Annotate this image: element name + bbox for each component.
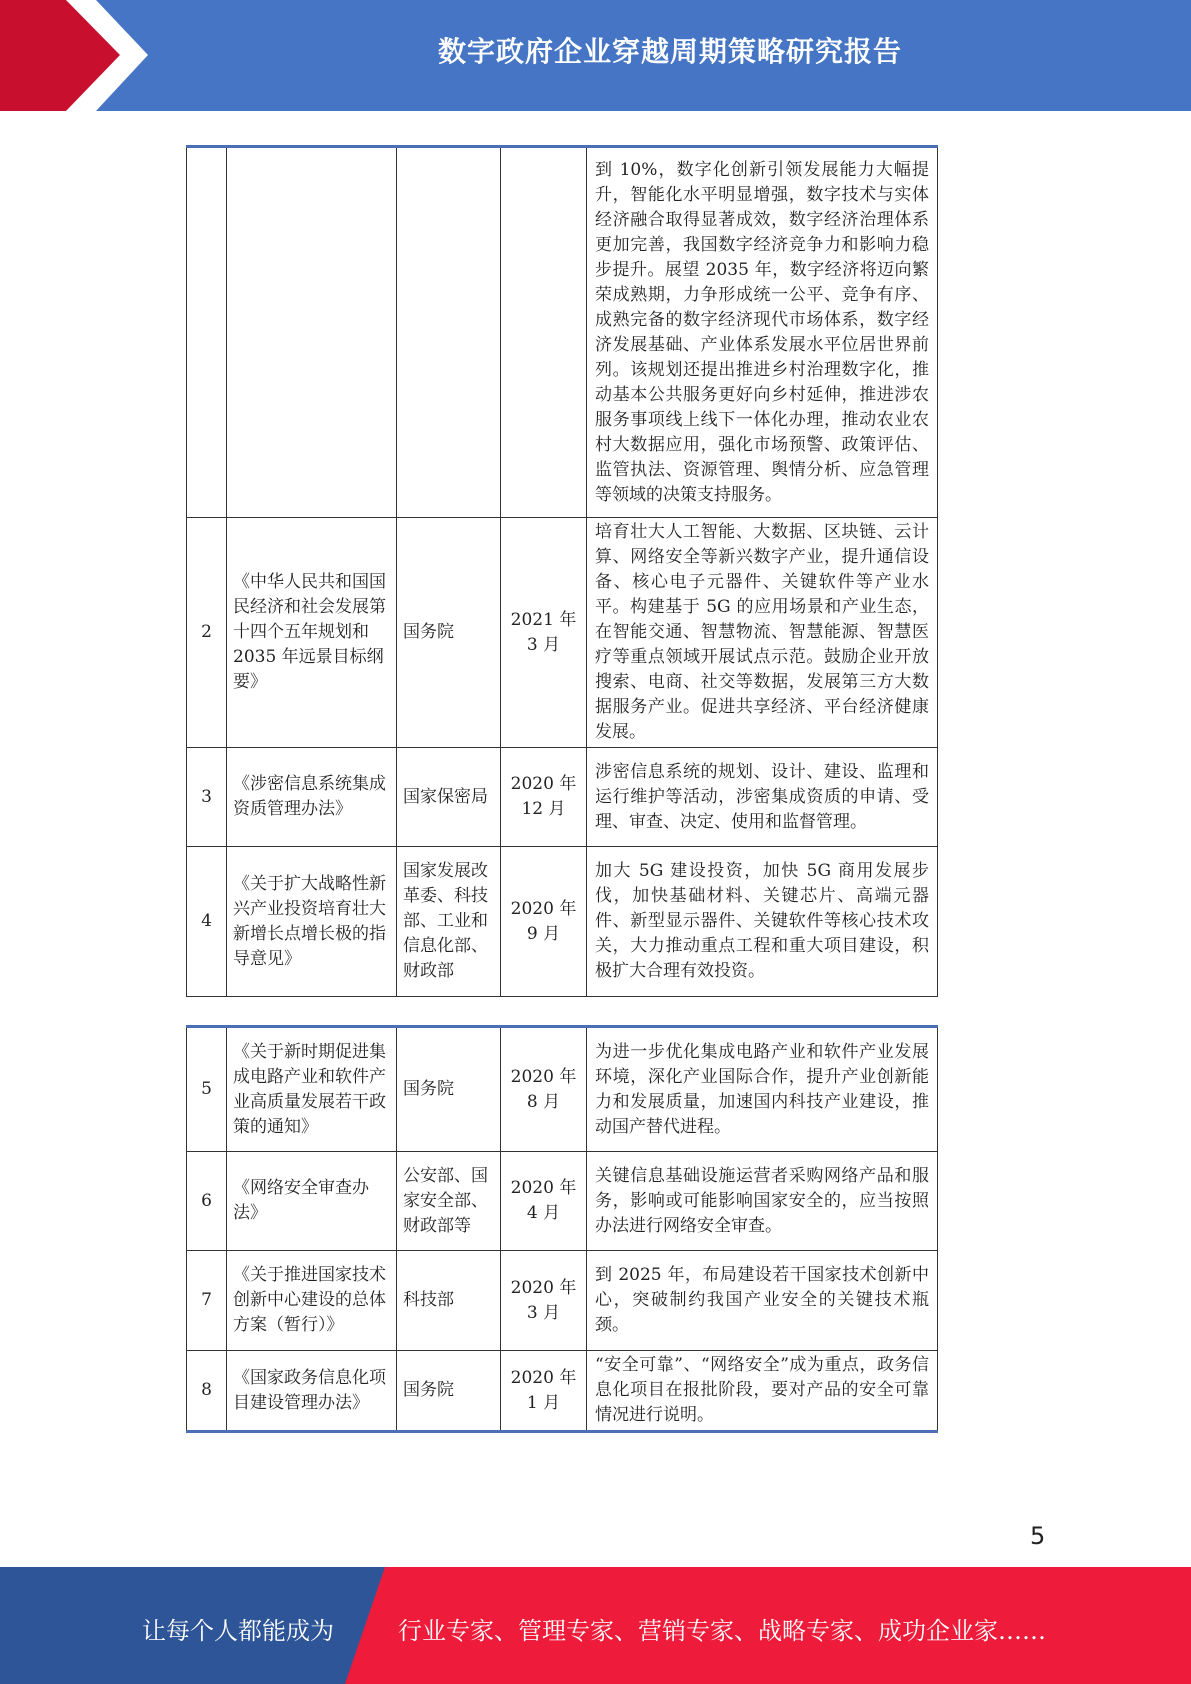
- issuing-body: 公安部、国家安全部、财政部等: [397, 1152, 501, 1251]
- issuing-body: 国务院: [397, 1027, 501, 1152]
- issuing-body: 科技部: [397, 1251, 501, 1351]
- row-number: 6: [187, 1152, 227, 1251]
- red-chevron-decoration: [0, 0, 150, 111]
- page-number: 5: [1030, 1522, 1046, 1550]
- row-number: 2: [187, 518, 227, 748]
- policy-content: 为进一步优化集成电路产业和软件产业发展环境，深化产业国际合作，提升产业创新能力和发展质量，加速国内科技产业建设，推动国产替代进程。: [587, 1027, 938, 1152]
- policy-name: [227, 147, 397, 518]
- table-row: [187, 1351, 938, 1432]
- row-number: 5: [187, 1027, 227, 1152]
- row-number: 3: [187, 748, 227, 847]
- policy-name: 《中华人民共和国国民经济和社会发展第十四个五年规划和 2035 年远景目标纲要》: [227, 518, 397, 748]
- policy-name: 《关于推进国家技术创新中心建设的总体方案（暂行）》: [227, 1251, 397, 1351]
- policy-content: 到 10%，数字化创新引领发展能力大幅提升，智能化水平明显增强，数字技术与实体经济融合取得显著成效，数字经济治理体系更加完善，我国数字经济竞争力和影响力稳步提升。展望 2035 年，数字经济将迈向繁荣成熟期，力争形成统一公平、竞争有序、成熟完备的数字经济现代市场体系，数字经济发展基础、产业体系发展水平位居世界前列。该规划还提出推进乡村治理数字化，推动基本公共服务更好向乡村延伸，推进涉农服务事项线上线下一体化办理，推动农业农村大数据应用，强化市场预警、政策评估、监管执法、资源管理、舆情分析、应急管理等领域的决策支持服务。: [587, 147, 938, 518]
- row-number: 4: [187, 847, 227, 997]
- issuing-body: 国家发展改革委、科技部、工业和信息化部、财政部: [397, 847, 501, 997]
- policy-content: 到 2025 年，布局建设若干国家技术创新中心，突破制约我国产业安全的关键技术瓶颈。: [587, 1251, 938, 1351]
- issue-date: 2021 年 3 月: [501, 518, 587, 748]
- policy-content: 关键信息基础设施运营者采购网络产品和服务，影响或可能影响国家安全的，应当按照办法进行网络安全审查。: [587, 1152, 938, 1251]
- table-row: [187, 1027, 938, 1152]
- policy-table-next: [186, 1025, 938, 1433]
- issue-date: 2020 年 12 月: [501, 748, 587, 847]
- policy-content: 培育壮大人工智能、大数据、区块链、云计算、网络安全等新兴数字产业，提升通信设备、核心电子元器件、关键软件等产业水平。构建基于 5G 的应用场景和产业生态，在智能交通、智慧物流、智慧能源、智慧医疗等重点领域开展试点示范。鼓励企业开放搜索、电商、社交等数据，发展第三方大数据服务产业。促进共享经济、平台经济健康发展。: [587, 518, 938, 748]
- policy-name: 《国家政务信息化项目建设管理办法》: [227, 1351, 397, 1432]
- row-number: 7: [187, 1251, 227, 1351]
- table-row: [187, 748, 938, 847]
- policy-name: 《关于扩大战略性新兴产业投资培育壮大新增长点增长极的指导意见》: [227, 847, 397, 997]
- issuing-body: 国家保密局: [397, 748, 501, 847]
- issue-date: [501, 147, 587, 518]
- policy-content: 加大 5G 建设投资，加快 5G 商用发展步伐，加快基础材料、关键芯片、高端元器件、新型显示器件、关键软件等核心技术攻关，大力推动重点工程和重大项目建设，积极扩大合理有效投资。: [587, 847, 938, 997]
- footer-slogan-left: 让每个人都能成为: [142, 1617, 334, 1645]
- issuing-body: 国务院: [397, 518, 501, 748]
- issue-date: 2020 年 9 月: [501, 847, 587, 997]
- page-footer: [0, 1567, 1191, 1684]
- row-number: [187, 147, 227, 518]
- table-row: [187, 847, 938, 997]
- table-row: [187, 1251, 938, 1351]
- policy-content: 涉密信息系统的规划、设计、建设、监理和运行维护等活动，涉密集成资质的申请、受理、审查、决定、使用和监督管理。: [587, 748, 938, 847]
- policy-table-continued: [186, 145, 938, 997]
- issue-date: 2020 年 3 月: [501, 1251, 587, 1351]
- report-title: 数字政府企业穿越周期策略研究报告: [437, 35, 902, 68]
- table-row: [187, 518, 938, 748]
- footer-slogan-right: 行业专家、管理专家、营销专家、战略专家、成功企业家……: [398, 1617, 1046, 1645]
- issue-date: 2020 年 1 月: [501, 1351, 587, 1432]
- table-row: [187, 1152, 938, 1251]
- policy-name: 《网络安全审查办法》: [227, 1152, 397, 1251]
- policy-content: “安全可靠”、“网络安全”成为重点，政务信息化项目在报批阶段，要对产品的安全可靠情况进行说明。: [587, 1351, 938, 1432]
- issuing-body: [397, 147, 501, 518]
- row-number: 8: [187, 1351, 227, 1432]
- policy-name: 《涉密信息系统集成资质管理办法》: [227, 748, 397, 847]
- policy-name: 《关于新时期促进集成电路产业和软件产业高质量发展若干政策的通知》: [227, 1027, 397, 1152]
- issue-date: 2020 年 4 月: [501, 1152, 587, 1251]
- issue-date: 2020 年 8 月: [501, 1027, 587, 1152]
- issuing-body: 国务院: [397, 1351, 501, 1432]
- page-header: [0, 0, 1191, 111]
- table-row: [187, 147, 938, 518]
